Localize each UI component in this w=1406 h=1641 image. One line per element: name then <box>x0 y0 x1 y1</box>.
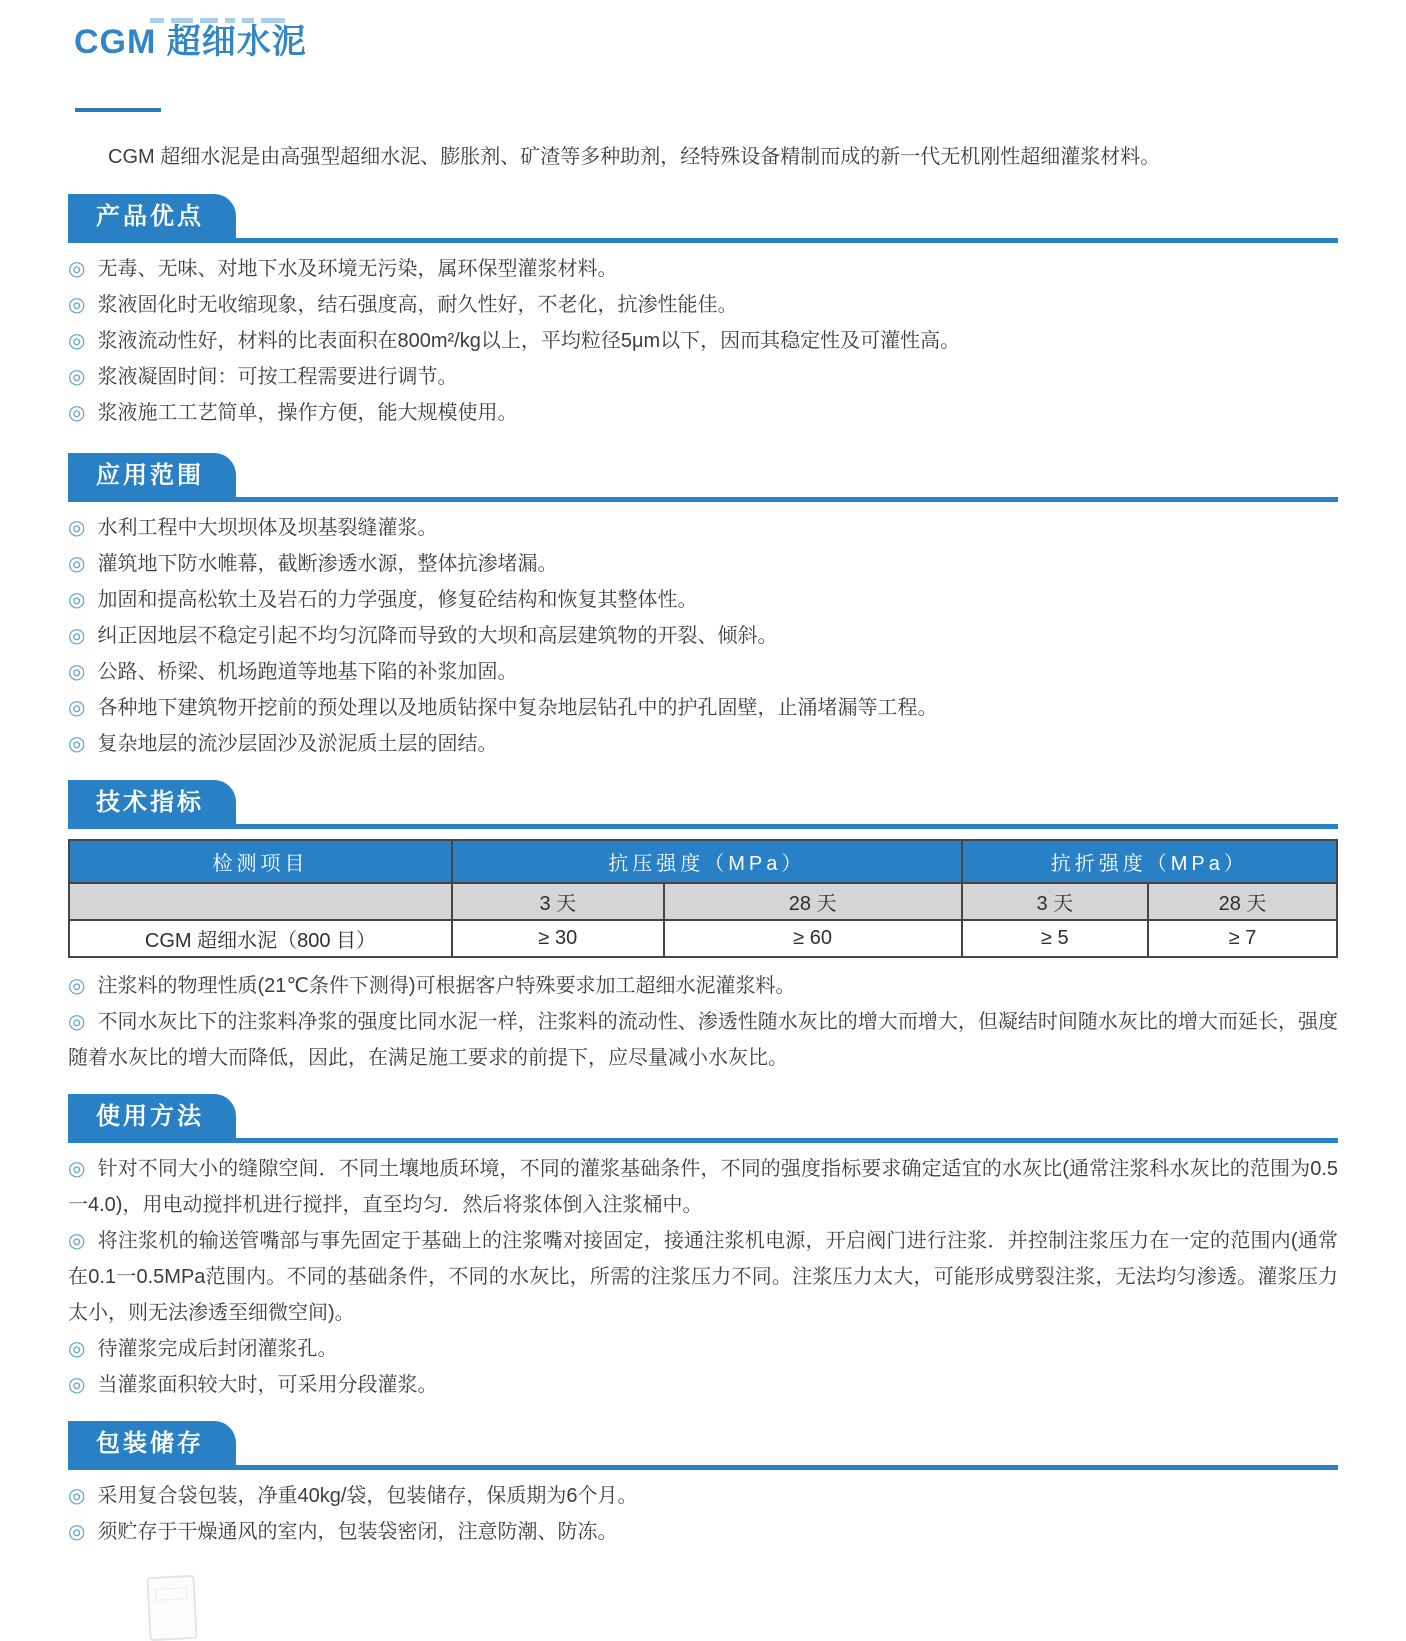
list-item <box>68 1478 1338 1514</box>
spec-notes <box>68 968 1338 1076</box>
list-item-text: 浆液施工工艺简单，操作方便，能大规模使用。 <box>97 402 518 424</box>
list-item <box>68 618 1338 654</box>
bullseye-bullet-icon: ◎ <box>68 1158 86 1180</box>
bullseye-bullet-icon: ◎ <box>68 330 86 352</box>
section-tab-storage: 包装储存 <box>68 1421 236 1465</box>
datasheet-page <box>0 18 1406 1618</box>
bullseye-bullet-icon: ◎ <box>68 1230 86 1252</box>
value-cell: ≥ 60 <box>664 920 962 957</box>
bullseye-bullet-icon: ◎ <box>68 1338 86 1360</box>
list-item <box>68 1223 1338 1331</box>
list-item-text: 待灌浆完成后封闭灌浆孔。 <box>97 1338 338 1360</box>
list-item-text: 公路、桥梁、机场跑道等地基下陷的补浆加固。 <box>97 661 518 683</box>
subheader-empty-cell <box>69 883 452 920</box>
value-cell: ≥ 5 <box>962 920 1148 957</box>
section-tab-advantages: 产品优点 <box>68 194 236 238</box>
bullseye-bullet-icon: ◎ <box>68 975 86 997</box>
col-header-flexural: 抗折强度（MPa） <box>962 840 1337 883</box>
list-item <box>68 690 1338 726</box>
advantages-list <box>68 251 1338 431</box>
table-header-row <box>69 840 1337 883</box>
intro-paragraph: CGM 超细水泥是由高强型超细水泥、膨胀剂、矿渣等多种助剂，经特殊设备精制而成的新一代无机刚性超细灌浆材料。 <box>108 146 1161 168</box>
bullseye-bullet-icon: ◎ <box>68 733 86 755</box>
list-item-text: 将注浆机的输送管嘴部与事先固定于基础上的注浆嘴对接固定，接通注浆机电源，开启阀门进行注浆．并控制注浆压力在一定的范围内(通常在0.1一0.5MPa范围内。不同的基础条件，不同的水灰比，所需的注浆压力不同。注浆压力太大，可能形成劈裂注浆，无法均匀渗透。灌浆压力太小，则无法渗透至细微空间)。 <box>68 1230 1338 1324</box>
section-tab-applications: 应用范围 <box>68 453 236 497</box>
col-header-item: 检测项目 <box>69 840 452 883</box>
list-item <box>68 968 1338 1004</box>
list-item-text: 灌筑地下防水帷幕，截断渗透水源，整体抗渗堵漏。 <box>97 553 558 575</box>
table-subheader-row <box>69 883 1337 920</box>
subheader-cell: 3 天 <box>962 883 1148 920</box>
bullseye-bullet-icon: ◎ <box>68 366 86 388</box>
section-header-usage <box>68 1094 1338 1143</box>
bullseye-bullet-icon: ◎ <box>68 402 86 424</box>
title-underline <box>75 108 161 112</box>
bullseye-bullet-icon: ◎ <box>68 661 86 683</box>
list-item-text: 加固和提高松软土及岩石的力学强度，修复砼结构和恢复其整体性。 <box>97 589 698 611</box>
section-header-applications <box>68 453 1338 502</box>
list-item <box>68 546 1338 582</box>
row-name-cell: CGM 超细水泥（800 目） <box>69 920 452 957</box>
bullseye-bullet-icon: ◎ <box>68 294 86 316</box>
storage-list <box>68 1478 1338 1550</box>
section-header-storage <box>68 1421 1338 1470</box>
list-item <box>68 251 1338 287</box>
value-cell: ≥ 30 <box>452 920 664 957</box>
list-item-text: 无毒、无味、对地下水及环境无污染，属环保型灌浆材料。 <box>97 258 618 280</box>
list-item <box>68 1331 1338 1367</box>
section-tab-usage: 使用方法 <box>68 1094 236 1138</box>
section-header-advantages <box>68 194 1338 243</box>
bullseye-bullet-icon: ◎ <box>68 1011 86 1033</box>
subheader-cell: 3 天 <box>452 883 664 920</box>
bullseye-bullet-icon: ◎ <box>68 258 86 280</box>
subheader-cell: 28 天 <box>664 883 962 920</box>
list-item <box>68 395 1338 431</box>
bullseye-bullet-icon: ◎ <box>68 1374 86 1396</box>
table-row <box>69 920 1337 957</box>
list-item <box>68 582 1338 618</box>
col-header-compressive: 抗压强度（MPa） <box>452 840 962 883</box>
list-item <box>68 726 1338 762</box>
list-item-text: 当灌浆面积较大时，可采用分段灌浆。 <box>97 1374 438 1396</box>
subheader-cell: 28 天 <box>1148 883 1337 920</box>
list-item-text: 不同水灰比下的注浆料净浆的强度比同水泥一样，注浆料的流动性、渗透性随水灰比的增大而增大，但凝结时间随水灰比的增大而延长，强度随着水灰比的增大而降低，因此，在满足施工要求的前提下，应尽量减小水灰比。 <box>68 1011 1339 1069</box>
clipped-text-artifact <box>150 18 320 23</box>
bullseye-bullet-icon: ◎ <box>68 1521 86 1543</box>
list-item <box>68 654 1338 690</box>
bullseye-bullet-icon: ◎ <box>68 553 86 575</box>
cement-bag-watermark <box>146 1575 197 1641</box>
bullseye-bullet-icon: ◎ <box>68 625 86 647</box>
bullseye-bullet-icon: ◎ <box>68 1485 86 1507</box>
list-item-text: 水利工程中大坝坝体及坝基裂缝灌浆。 <box>97 517 438 539</box>
bullseye-bullet-icon: ◎ <box>68 517 86 539</box>
value-cell: ≥ 7 <box>1148 920 1337 957</box>
list-item-text: 注浆料的物理性质(21℃条件下测得)可根据客户特殊要求加工超细水泥灌浆料。 <box>97 975 796 997</box>
list-item-text: 采用复合袋包装，净重40kg/袋，包装储存，保质期为6个月。 <box>97 1485 638 1507</box>
bullseye-bullet-icon: ◎ <box>68 589 86 611</box>
list-item <box>68 359 1338 395</box>
applications-list <box>68 510 1338 762</box>
list-item <box>68 287 1338 323</box>
page-title: CGM 超细水泥 <box>74 23 307 61</box>
list-item <box>68 1004 1338 1076</box>
spec-table <box>68 839 1338 958</box>
section-tab-specs: 技术指标 <box>68 780 236 824</box>
list-item <box>68 323 1338 359</box>
list-item-text: 浆液固化时无收缩现象，结石强度高，耐久性好，不老化，抗渗性能佳。 <box>97 294 738 316</box>
list-item-text: 浆液流动性好，材料的比表面积在800m²/kg以上，平均粒径5μm以下，因而其稳定性及可灌性高。 <box>97 330 961 352</box>
content-column <box>0 18 1406 1550</box>
list-item-text: 复杂地层的流沙层固沙及淤泥质土层的固结。 <box>97 733 498 755</box>
list-item-text: 各种地下建筑物开挖前的预处理以及地质钻探中复杂地层钻孔中的护孔固壁，止涌堵漏等工程。 <box>97 697 938 719</box>
list-item <box>68 1151 1338 1223</box>
list-item-text: 纠正因地层不稳定引起不均匀沉降而导致的大坝和高层建筑物的开裂、倾斜。 <box>97 625 778 647</box>
list-item <box>68 510 1338 546</box>
list-item <box>68 1514 1338 1550</box>
section-header-specs <box>68 780 1338 829</box>
list-item-text: 须贮存于干燥通风的室内，包装袋密闭，注意防潮、防冻。 <box>97 1521 618 1543</box>
bullseye-bullet-icon: ◎ <box>68 697 86 719</box>
list-item <box>68 1367 1338 1403</box>
list-item-text: 浆液凝固时间：可按工程需要进行调节。 <box>97 366 458 388</box>
usage-list <box>68 1151 1338 1403</box>
list-item-text: 针对不同大小的缝隙空间．不同土壤地质环境，不同的灌浆基础条件，不同的强度指标要求确定适宜的水灰比(通常注浆科水灰比的范围为0.5一4.0)，用电动搅拌机进行搅拌，直至均匀．然后将浆体倒入注浆桶中。 <box>68 1158 1339 1216</box>
